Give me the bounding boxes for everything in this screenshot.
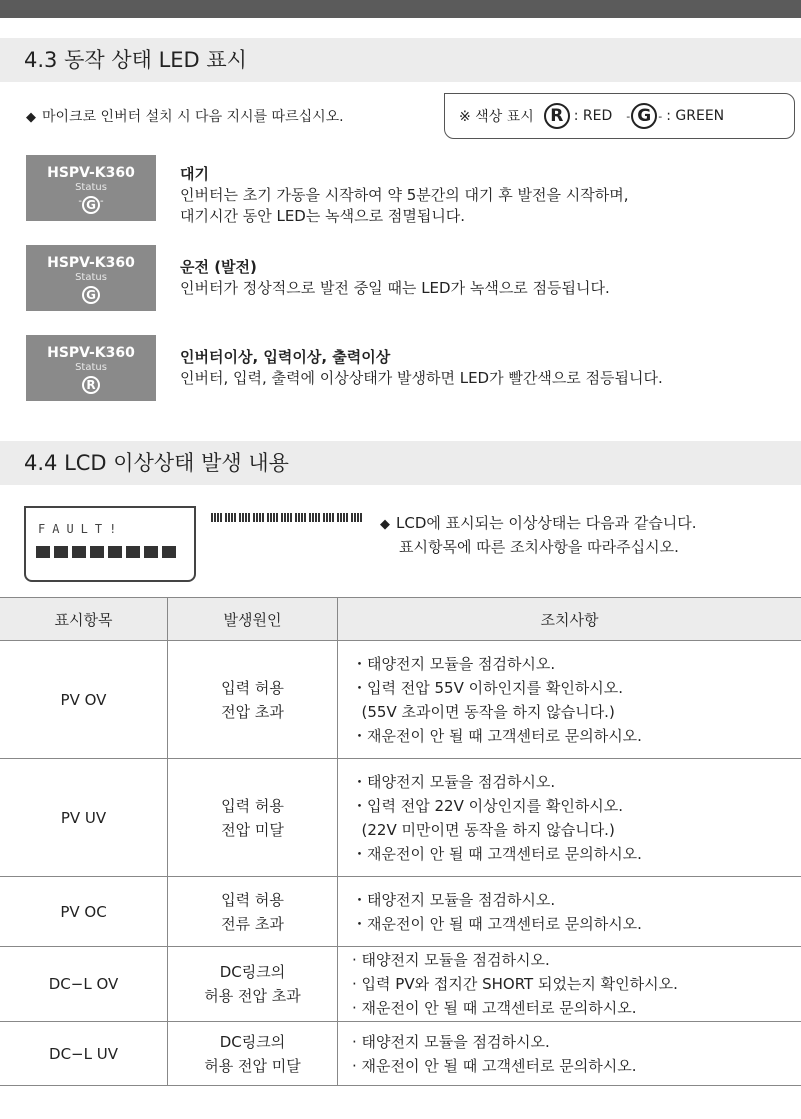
fault-actions [338,1022,801,1086]
fault-action-line: ・입력 전압 22V 이상인지를 확인하시오. [352,796,624,815]
state-description [180,347,663,389]
lcd-note-line2: 표시항목에 따른 조치사항을 따라주십시오. [399,538,679,556]
fault-cause-line: 전류 초과 [221,914,284,933]
fault-item: DC−L UV [0,1022,168,1086]
fault-item: DC−L OV [0,947,168,1022]
fault-action-line: · 태양전지 모듈을 점검하시오. [352,1032,550,1051]
fault-item: PV OV [0,641,168,759]
model-name: HSPV-K360 [47,345,135,361]
blinking-led-icon: - G - [78,196,104,212]
lcd-fault-text: FAULT! [38,522,124,536]
fault-actions [338,877,801,947]
top-bar [0,0,801,18]
table-row [0,877,801,947]
led-status-panel [26,245,156,311]
fault-cause [168,947,338,1022]
state-title: 운전 (발전) [180,258,257,276]
fault-action-line: ・재운전이 안 될 때 고객센터로 문의하시오. [352,844,642,863]
color-legend [444,93,795,139]
header-action: 조치사항 [338,598,801,641]
fault-action-line: ・태양전지 모듈을 점검하시오. [352,772,556,791]
status-label: Status [75,362,107,373]
state-description-line: 대기시간 동안 LED는 녹색으로 점멸됩니다. [180,207,466,225]
state-title: 인버터이상, 입력이상, 출력이상 [180,348,391,366]
fault-table [0,597,801,1086]
fault-cause [168,1022,338,1086]
fault-cause [168,877,338,947]
fault-item: PV UV [0,759,168,877]
state-description [180,164,628,227]
lcd-note-line1: LCD에 표시되는 이상상태는 다음과 같습니다. [396,514,697,532]
fault-action-line: ・입력 전압 55V 이하인지를 확인하시오. [352,678,624,697]
fault-cause-line: 입력 허용 [221,796,284,815]
state-description [180,257,610,299]
table-row [0,1022,801,1086]
legend-prefix: ※ 색상 표시 [459,109,534,125]
header-cause: 발생원인 [168,598,338,641]
model-name: HSPV-K360 [47,165,135,181]
fault-action-line: (55V 초과이면 동작을 하지 않습니다.) [352,702,615,721]
instruction-text: 마이크로 인버터 설치 시 다음 지시를 따르십시오. [42,109,344,125]
fault-item: PV OC [0,877,168,947]
fault-cause-line: 입력 허용 [221,890,284,909]
state-title: 대기 [180,165,209,183]
fault-action-line: (22V 미만이면 동작을 하지 않습니다.) [352,820,615,839]
led-status-panel [26,155,156,221]
red-indicator-icon: R [544,103,570,129]
table-row [0,947,801,1022]
model-name: HSPV-K360 [47,255,135,271]
fault-action-line: ・태양전지 모듈을 점검하시오. [352,890,556,909]
status-label: Status [75,182,107,193]
fault-actions [338,641,801,759]
instruction-line [26,106,344,126]
led-icon: R [26,376,156,394]
fault-cause-line: 허용 전압 초과 [204,987,301,1005]
lcd-display [24,506,196,582]
segment-strip-icon [211,513,363,522]
legend-green-text: : GREEN [666,108,725,124]
fault-action-line: · 입력 PV와 접지간 SHORT 되었는지 확인하시오. [352,975,678,993]
fault-cause-line: 전압 초과 [221,702,284,721]
fault-cause-line: DC링크의 [219,1032,286,1051]
fault-cause [168,759,338,877]
state-description-line: 인버터는 초기 가동을 시작하여 약 5분간의 대기 후 발전을 시작하며, [180,186,629,204]
fault-action-line: · 재운전이 안 될 때 고객센터로 문의하시오. [352,999,637,1017]
fault-cause [168,641,338,759]
lcd-segment-blocks [36,546,194,558]
led-icon: G [26,286,156,304]
fault-cause-line: DC링크의 [219,963,286,981]
section-4-3-heading: 4.3 동작 상태 LED 표시 [0,38,801,82]
fault-actions [338,947,801,1022]
section-4-4-heading: 4.4 LCD 이상상태 발생 내용 [0,441,801,485]
fault-action-line: ・태양전지 모듈을 점검하시오. [352,654,556,673]
header-item: 표시항목 [0,598,168,641]
fault-cause-line: 입력 허용 [221,678,284,697]
fault-action-line: · 태양전지 모듈을 점검하시오. [352,951,550,969]
legend-red-text: : RED [573,108,613,124]
diamond-bullet-icon: ◆ [26,110,36,125]
status-label: Status [75,272,107,283]
lcd-note [380,512,697,558]
fault-cause-line: 허용 전압 미달 [204,1056,301,1075]
state-description-line: 인버터가 정상적으로 발전 중일 때는 LED가 녹색으로 점등됩니다. [180,279,610,297]
fault-action-line: ・재운전이 안 될 때 고객센터로 문의하시오. [352,726,642,745]
fault-cause-line: 전압 미달 [221,820,284,839]
fault-action-line: · 재운전이 안 될 때 고객센터로 문의하시오. [352,1056,637,1075]
green-blink-indicator-icon: - G - [626,103,662,129]
fault-action-line: ・재운전이 안 될 때 고객센터로 문의하시오. [352,914,642,933]
table-row [0,759,801,877]
diamond-bullet-icon: ◆ [380,517,390,532]
state-description-line: 인버터, 입력, 출력에 이상상태가 발생하면 LED가 빨간색으로 점등됩니다. [180,369,663,387]
table-row [0,641,801,759]
fault-actions [338,759,801,877]
led-status-panel [26,335,156,401]
